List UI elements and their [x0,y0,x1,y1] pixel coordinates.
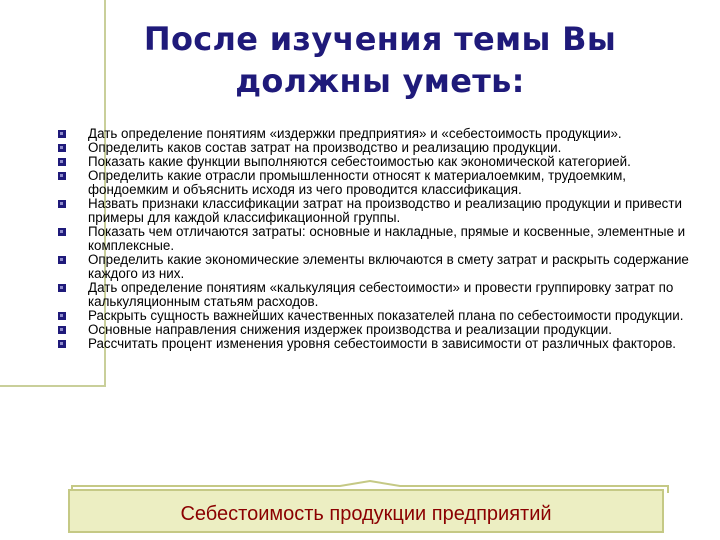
list-item [58,197,708,225]
square-bullet-icon [58,200,66,208]
square-bullet-icon [58,130,66,138]
list-item [58,127,708,141]
list-item [58,337,708,351]
list-item-text: Дать определение понятиям «калькуляция себестоимости» и провести группировку затрат по калькуляционным статьям расходов. [88,280,674,309]
square-bullet-icon [58,312,66,320]
list-item-text: Основные направления снижения издержек производства и реализации продукции. [88,322,612,337]
square-bullet-icon [58,326,66,334]
square-bullet-icon [58,228,66,236]
list-item [58,225,708,253]
square-bullet-icon [58,284,66,292]
footer-banner [68,489,664,533]
list-item [58,281,708,309]
list-item-text: Показать чем отличаются затраты: основные и накладные, прямые и косвенные, элементные и комплексные. [88,224,686,253]
list-item-text: Определить какие отрасли промышленности относят к материалоемким, трудоемким, фондоемким и объяснить исходя из чего проводится классификация. [88,168,627,197]
list-item [58,323,708,337]
list-item-text: Рассчитать процент изменения уровня себестоимости в зависимости от различных факторов. [88,336,677,351]
list-item-text: Раскрыть сущность важнейших качественных показателей плана по себестоимости продукции. [88,308,684,323]
list-item-text: Показать какие функции выполняются себестоимостью как экономической категорией. [88,154,631,169]
list-item-text: Назвать признаки классификации затрат на производство и реализацию продукции и привести примеры для каждой классификационной группы. [88,196,682,225]
objectives-list [58,127,708,351]
list-item [58,309,708,323]
list-item-text: Определить какие экономические элементы включаются в смету затрат и раскрыть содержание каждого из них. [88,252,689,281]
footer-text: Себестоимость продукции предприятий [180,502,552,525]
square-bullet-icon [58,158,66,166]
list-item [58,253,708,281]
list-item [58,155,708,169]
square-bullet-icon [58,172,66,180]
list-item [58,141,708,155]
square-bullet-icon [58,144,66,152]
list-item-text: Определить каков состав затрат на производство и реализацию продукции. [88,140,562,155]
square-bullet-icon [58,256,66,264]
square-bullet-icon [58,340,66,348]
list-item [58,169,708,197]
accent-horizontal-line [0,385,106,387]
list-item-text: Дать определение понятиям «издержки предприятия» и «себестоимость продукции». [88,126,622,141]
slide-title: После изучения темы Вы должны уметь: [143,20,617,100]
